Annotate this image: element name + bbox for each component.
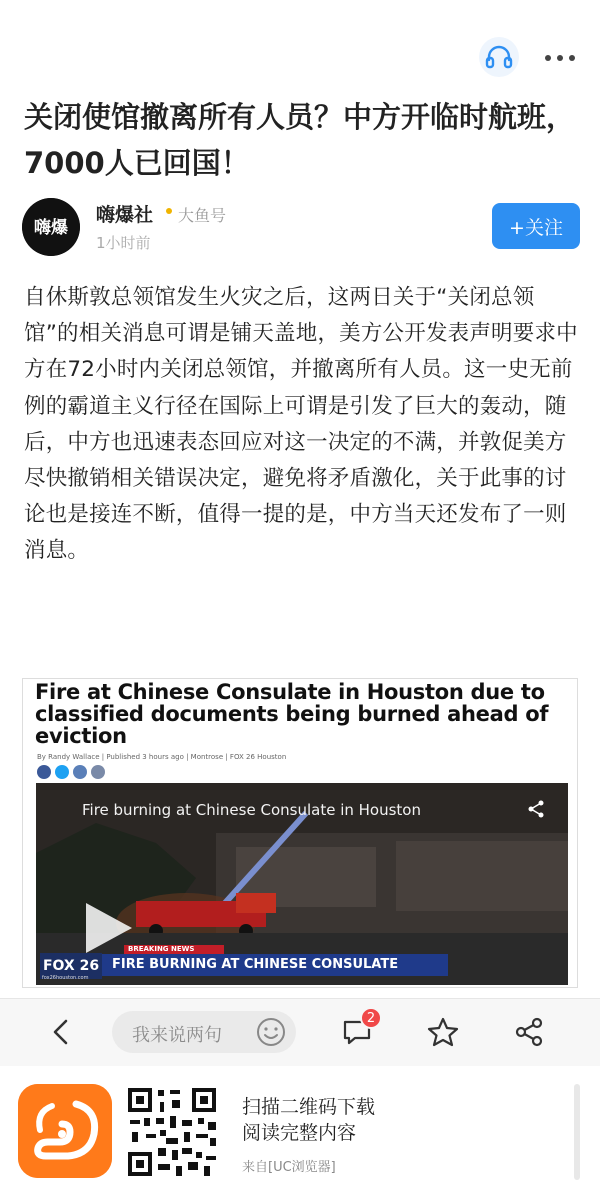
facebook-icon — [37, 765, 51, 779]
headphones-icon[interactable] — [478, 36, 520, 78]
verified-dot-icon — [166, 208, 172, 214]
top-bar — [0, 0, 600, 90]
breaking-news-label: BREAKING NEWS — [124, 945, 224, 954]
author-platform-tag: 大鱼号 — [178, 206, 227, 225]
image-share-buttons — [37, 765, 137, 779]
more-options-icon[interactable] — [540, 44, 580, 72]
avatar-text: 嗨爆 — [34, 218, 68, 238]
comment-input[interactable] — [112, 1011, 296, 1053]
article-image[interactable] — [22, 678, 578, 988]
twitter-icon — [55, 765, 69, 779]
download-banner[interactable] — [0, 1066, 600, 1194]
uc-squirrel-icon — [18, 1084, 112, 1178]
video-frame[interactable] — [36, 783, 568, 985]
promo-source: 来自[UC浏览器] — [242, 1160, 336, 1175]
qr-code-icon — [126, 1086, 218, 1178]
email-icon — [73, 765, 87, 779]
comment-placeholder: 我来说两句 — [132, 1025, 222, 1046]
author-row — [22, 198, 578, 262]
share-icon[interactable] — [512, 1015, 546, 1049]
image-byline: By Randy Wallace | Published 3 hours ago | Montrose | FOX 26 Houston — [37, 753, 287, 761]
channel-logo: FOX 26 — [40, 953, 102, 979]
author-logo-icon — [22, 198, 80, 256]
author-name[interactable]: 嗨爆社 — [96, 204, 154, 226]
uc-browser-logo — [18, 1084, 112, 1178]
print-icon — [91, 765, 105, 779]
channel-site: fox26houston.com — [42, 975, 89, 981]
author-avatar[interactable] — [22, 198, 80, 256]
promo-line-2: 阅读完整内容 — [242, 1122, 357, 1144]
comment-count-badge: 2 — [360, 1007, 382, 1029]
publish-time: 1小时前 — [96, 234, 151, 252]
scrollbar[interactable] — [574, 1084, 580, 1180]
back-arrow-icon[interactable] — [48, 1017, 72, 1047]
bottom-toolbar — [0, 998, 600, 1066]
lower-third-text: FIRE BURNING AT CHINESE CONSULATE — [102, 954, 448, 976]
image-headline: Fire at Chinese Consulate in Houston due to classified documents being burned ahead of eviction — [35, 680, 549, 748]
promo-line-1: 扫描二维码下载 — [242, 1096, 376, 1118]
video-share-icon[interactable] — [526, 799, 546, 819]
emoji-icon[interactable] — [254, 1015, 288, 1049]
article-body: 自休斯敦总领馆发生火灾之后，这两日关于“关闭总领馆”的相关消息可谓是铺天盖地，美方公开发表声明要求中方在72小时内关闭总领馆，并撤离所有人员。这一史无前例的霸道主义行径在国际上可谓是引发了巨大的轰动，随后，中方也迅速表态回应对这一决定的不满，并敦促美方尽快撤销相关错误决定，避免将矛盾激化，关于此事的讨论也是接连不断，值得一提的是，中方当天还发布了一则消息。 — [24, 285, 578, 564]
favorite-star-icon[interactable] — [426, 1015, 460, 1049]
video-caption: Fire burning at Chinese Consulate in Houston — [82, 801, 421, 819]
article-title: 关闭使馆撤离所有人员？中方开临时航班，7000人已回国！ — [24, 100, 576, 180]
follow-button[interactable]: +关注 — [492, 203, 580, 249]
